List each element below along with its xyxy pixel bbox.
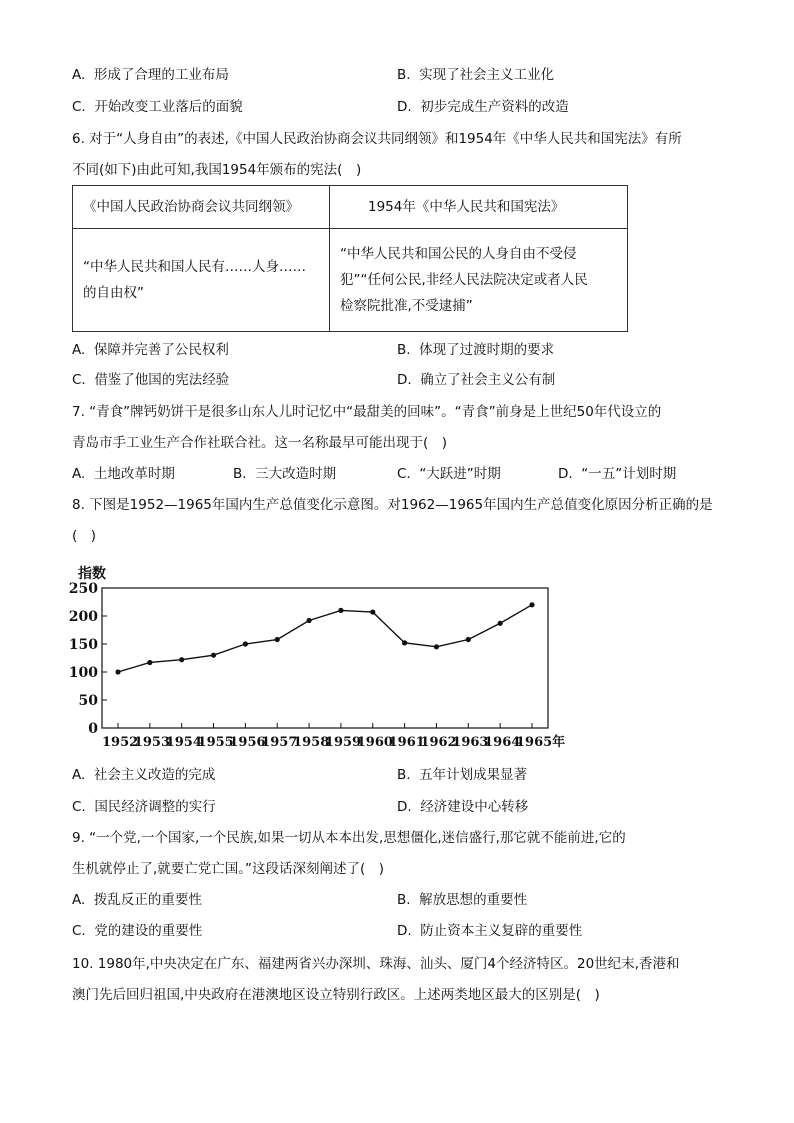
q6-stem-line2: 不同(如下)由此可知,我国1954年颁布的宪法( ) bbox=[72, 162, 362, 178]
q6-option-c[interactable] bbox=[72, 371, 229, 389]
q8-option-b[interactable] bbox=[397, 766, 527, 784]
data-point bbox=[147, 660, 152, 665]
data-point bbox=[466, 637, 471, 642]
option-text: 五年计划成果显著 bbox=[419, 767, 528, 783]
data-point bbox=[370, 609, 375, 614]
q5-option-c[interactable] bbox=[72, 98, 243, 116]
q6-option-d[interactable] bbox=[397, 371, 555, 389]
q9-stem-line2: 生机就停止了,就要亡党亡国。”这段话深刻阐述了( ) bbox=[72, 861, 385, 877]
option-text: 初步完成生产资料的改造 bbox=[420, 99, 569, 115]
option-label: D. bbox=[397, 923, 412, 939]
option-text: “大跃进”时期 bbox=[419, 466, 501, 482]
option-text: 土地改革时期 bbox=[93, 466, 175, 482]
option-label: C. bbox=[72, 799, 86, 815]
table-cell-common-program bbox=[73, 229, 330, 332]
option-label: C. bbox=[72, 372, 86, 388]
q5-option-a[interactable] bbox=[72, 66, 229, 84]
q6-option-b[interactable] bbox=[397, 341, 554, 359]
option-text: 保障并完善了公民权利 bbox=[93, 342, 229, 358]
option-label: B. bbox=[397, 892, 411, 908]
data-point bbox=[243, 641, 248, 646]
q7-option-d[interactable] bbox=[558, 465, 676, 483]
data-point bbox=[179, 657, 184, 662]
y-axis-label: 指数 bbox=[78, 566, 106, 582]
q8-stem-line2: ( ) bbox=[72, 528, 97, 544]
table-header-common-program: 《中国人民政治协商会议共同纲领》 bbox=[73, 186, 330, 229]
data-point bbox=[275, 637, 280, 642]
option-label: B. bbox=[233, 466, 247, 482]
option-text: 形成了合理的工业布局 bbox=[93, 67, 229, 83]
q7-option-a[interactable] bbox=[72, 465, 175, 483]
option-label: D. bbox=[558, 466, 573, 482]
option-text: 拨乱反正的重要性 bbox=[93, 892, 202, 908]
option-text: “一五”计划时期 bbox=[581, 466, 677, 482]
y-tick-label: 0 bbox=[88, 721, 98, 737]
option-label: B. bbox=[397, 67, 411, 83]
data-point bbox=[498, 621, 503, 626]
y-tick-label: 150 bbox=[68, 637, 98, 653]
option-label: C. bbox=[72, 99, 86, 115]
option-text: 解放思想的重要性 bbox=[419, 892, 528, 908]
cell-line: 的自由权” bbox=[83, 285, 144, 301]
x-ticks bbox=[102, 723, 565, 750]
option-label: D. bbox=[397, 372, 412, 388]
option-text: 确立了社会主义公有制 bbox=[420, 372, 556, 388]
x-tick-label: 1962 bbox=[420, 735, 457, 750]
q10-stem-line1: 10. 1980年,中央决定在广东、福建两省兴办深圳、珠海、汕头、厦门4个经济特区。20世纪末,香港和 bbox=[72, 956, 680, 972]
q8-option-c[interactable] bbox=[72, 798, 216, 816]
cell-line: 检察院批准,不受逮捕” bbox=[340, 298, 473, 314]
option-text: 社会主义改造的完成 bbox=[93, 767, 216, 783]
chart-axes bbox=[102, 588, 548, 728]
option-text: 借鉴了他国的宪法经验 bbox=[94, 372, 230, 388]
option-label: A. bbox=[72, 892, 86, 908]
option-label: A. bbox=[72, 466, 86, 482]
x-tick-label: 1956 bbox=[229, 735, 266, 750]
q6-stem-line1: 6. 对于“人身自由”的表述,《中国人民政治协商会议共同纲领》和1954年《中华人民共和国宪法》有所 bbox=[72, 131, 682, 147]
option-text: 三大改造时期 bbox=[255, 466, 337, 482]
q8-option-d[interactable] bbox=[397, 798, 528, 816]
x-tick-label: 1952 bbox=[102, 735, 139, 750]
x-tick-label: 1954 bbox=[165, 735, 202, 750]
y-tick-label: 200 bbox=[68, 609, 98, 625]
x-tick-label: 1960 bbox=[356, 735, 393, 750]
q9-option-b[interactable] bbox=[397, 891, 527, 909]
option-label: C. bbox=[72, 923, 86, 939]
data-point bbox=[115, 669, 120, 674]
option-text: 防止资本主义复辟的重要性 bbox=[420, 923, 583, 939]
x-tick-label: 1959 bbox=[324, 735, 362, 750]
q9-stem-line1: 9. “一个党,一个国家,一个民族,如果一切从本本出发,思想僵化,迷信盛行,那它就不能前进,它的 bbox=[72, 830, 626, 846]
q7-option-c[interactable] bbox=[397, 465, 501, 483]
cell-line: “中华人民共和国人民有……人身…… bbox=[83, 259, 306, 275]
option-text: 国民经济调整的实行 bbox=[94, 799, 216, 815]
cell-line: “中华人民共和国公民的人身自由不受侵 bbox=[340, 246, 577, 262]
x-tick-label: 1965年 bbox=[516, 735, 566, 750]
data-point bbox=[529, 602, 534, 607]
q8-option-a[interactable] bbox=[72, 766, 215, 784]
y-tick-label: 50 bbox=[78, 693, 98, 709]
q9-option-a[interactable] bbox=[72, 891, 202, 909]
plot-frame bbox=[102, 588, 548, 728]
table-cell-1954-constitution bbox=[330, 229, 628, 332]
cell-line: 犯”“任何公民,非经人民法院决定或者人民 bbox=[340, 272, 588, 288]
data-point bbox=[402, 640, 407, 645]
option-label: D. bbox=[397, 99, 412, 115]
gdp-index-line-chart bbox=[62, 558, 582, 753]
q7-stem-line1: 7. “青食”牌钙奶饼干是很多山东人儿时记忆中“最甜美的回味”。“青食”前身是上世纪50年代设立的 bbox=[72, 404, 662, 420]
option-text: 体现了过渡时期的要求 bbox=[419, 342, 555, 358]
data-point bbox=[434, 644, 439, 649]
data-point bbox=[211, 653, 216, 658]
q7-stem-line2: 青岛市手工业生产合作社联合社。这一名称最早可能出现于( ) bbox=[72, 435, 448, 451]
y-tick-label: 250 bbox=[68, 581, 98, 597]
q6-comparison-table bbox=[72, 185, 628, 332]
option-text: 经济建设中心转移 bbox=[420, 799, 529, 815]
option-label: B. bbox=[397, 767, 411, 783]
q9-option-c[interactable] bbox=[72, 922, 202, 940]
y-tick-label: 100 bbox=[68, 665, 98, 681]
option-text: 党的建设的重要性 bbox=[94, 923, 203, 939]
option-label: D. bbox=[397, 799, 412, 815]
q10-stem-line2: 澳门先后回归祖国,中央政府在港澳地区设立特别行政区。上述两类地区最大的区别是( ) bbox=[72, 987, 600, 1003]
q6-option-a[interactable] bbox=[72, 341, 229, 359]
data-point bbox=[306, 618, 311, 623]
x-tick-label: 1955 bbox=[197, 735, 234, 750]
x-tick-label: 1961 bbox=[388, 735, 425, 750]
option-label: A. bbox=[72, 767, 86, 783]
option-text: 开始改变工业落后的面貌 bbox=[94, 99, 243, 115]
option-label: C. bbox=[397, 466, 411, 482]
x-tick-label: 1964 bbox=[484, 735, 521, 750]
option-text: 实现了社会主义工业化 bbox=[419, 67, 555, 83]
q7-option-b[interactable] bbox=[233, 465, 336, 483]
q8-stem-line1: 8. 下图是1952—1965年国内生产总值变化示意图。对1962—1965年国内生产总值变化原因分析正确的是 bbox=[72, 497, 713, 513]
option-label: A. bbox=[72, 67, 86, 83]
q9-option-d[interactable] bbox=[397, 922, 582, 940]
x-tick-label: 1963 bbox=[452, 735, 489, 750]
option-label: A. bbox=[72, 342, 86, 358]
data-point bbox=[338, 608, 343, 613]
q5-option-b[interactable] bbox=[397, 66, 554, 84]
table-header-1954-constitution: 1954年《中华人民共和国宪法》 bbox=[330, 186, 628, 229]
x-tick-label: 1957 bbox=[261, 735, 298, 750]
option-label: B. bbox=[397, 342, 411, 358]
y-ticks bbox=[69, 581, 107, 737]
q5-option-d[interactable] bbox=[397, 98, 569, 116]
x-tick-label: 1953 bbox=[133, 735, 171, 750]
x-tick-label: 1958 bbox=[293, 735, 330, 750]
